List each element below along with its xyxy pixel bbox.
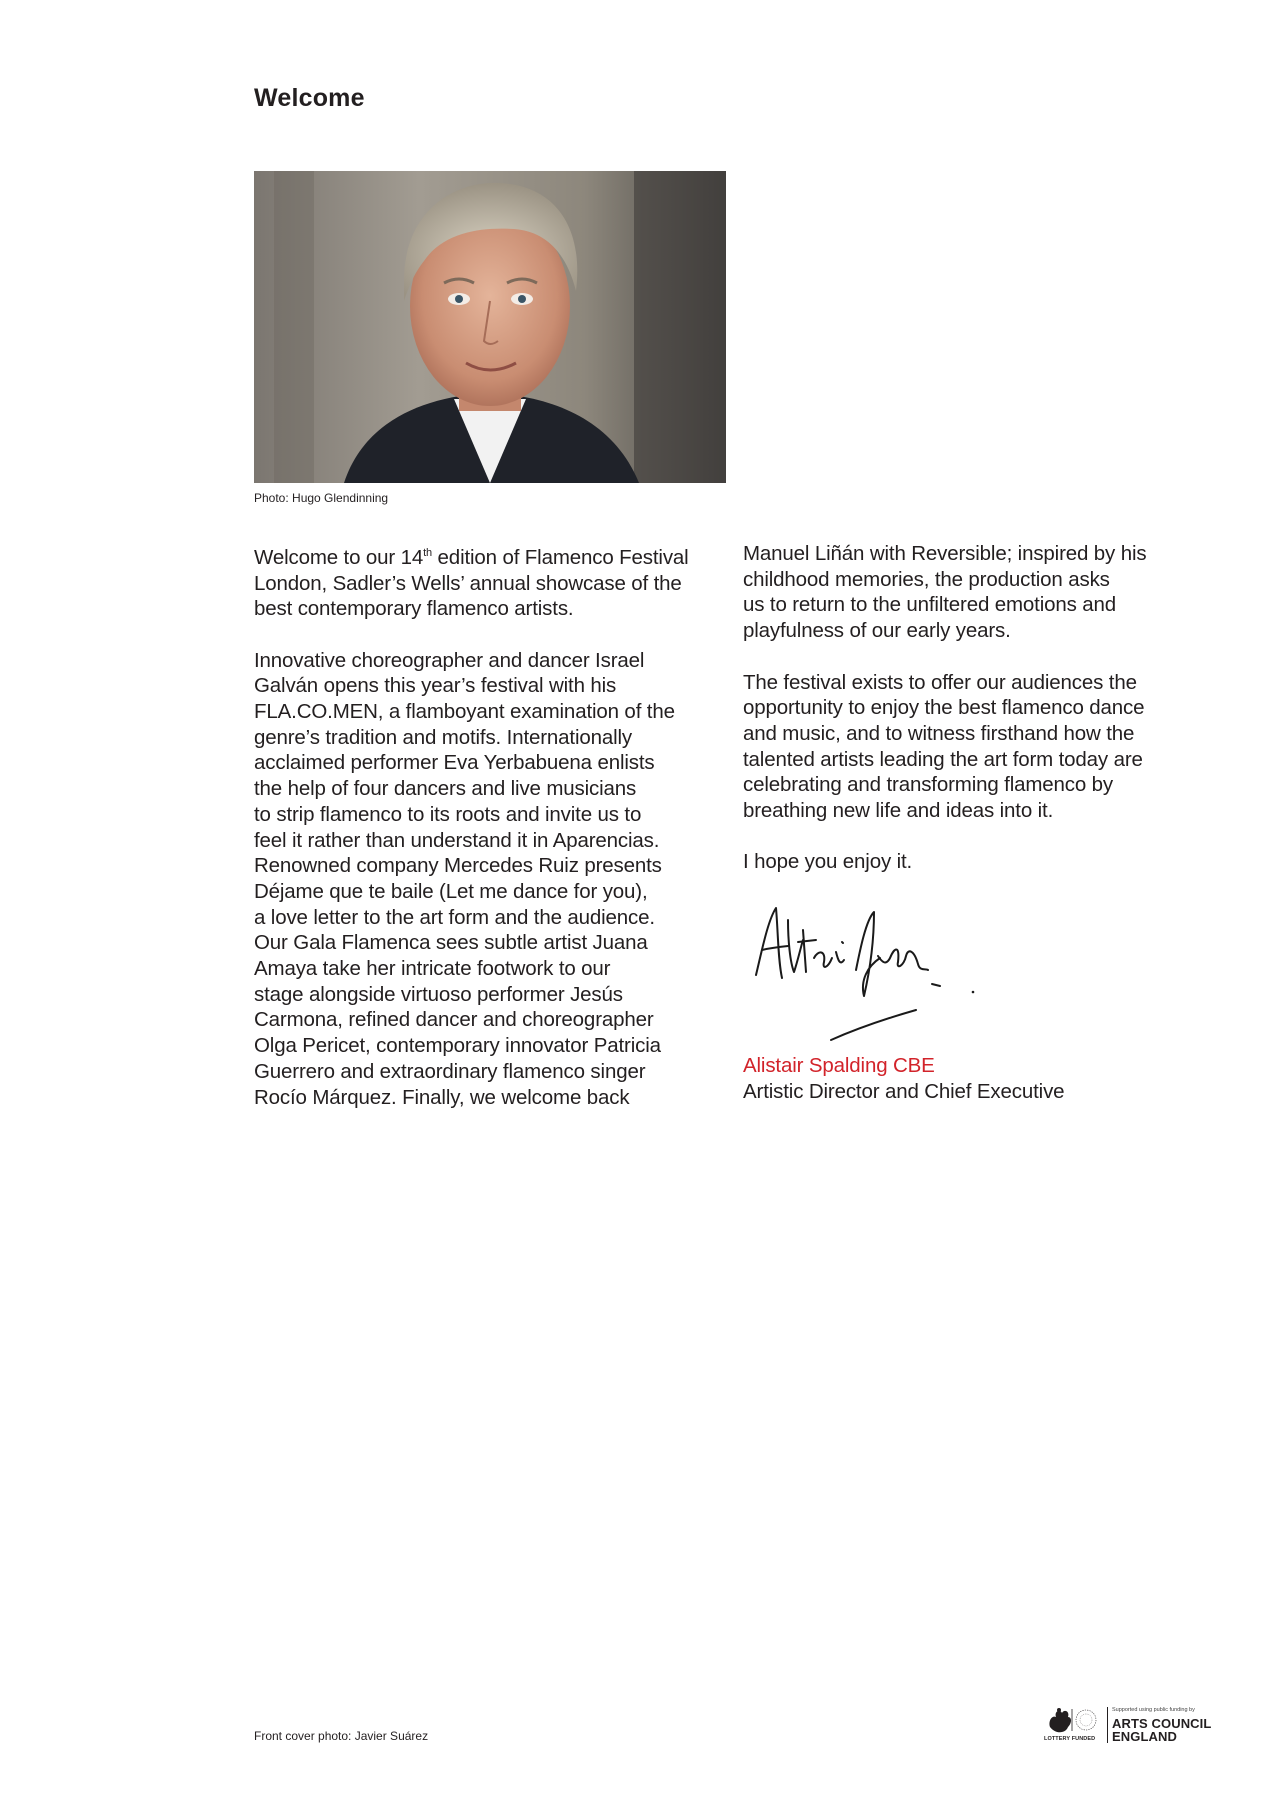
letter-text: Welcome to our 14: [254, 545, 424, 569]
arts-council-seal-icon: [1074, 1708, 1098, 1732]
photo-credit: Photo: Hugo Glendinning: [254, 491, 389, 505]
lottery-funded-label: LOTTERY FUNDED: [1044, 1736, 1096, 1742]
ordinal-suffix: th: [423, 547, 433, 559]
ace-name-line1: ARTS COUNCIL: [1112, 1716, 1212, 1731]
letter-paragraph: [254, 541, 724, 622]
letter-paragraph: Manuel Liñán with Reversible; inspired by his childhood memories, the production asks us to return to the unfiltered emotions and playfulness of our early years.: [743, 542, 1147, 643]
ace-supported-label: Supported using public funding by: [1112, 1707, 1195, 1713]
letter-paragraph: The festival exists to offer our audiences the opportunity to enjoy the best flamenco dance and music, and to witness firsthand how the talented artists leading the art form today are celebrating and transforming flamenco by breathing new life and ideas into it.: [743, 670, 1145, 823]
handwritten-signature: [748, 900, 978, 1045]
page-title: Welcome: [254, 84, 365, 112]
letter-right-column: [743, 541, 1213, 875]
logo-divider: [1107, 1707, 1108, 1743]
letter-left-column: [254, 541, 724, 1110]
funder-logos: [1044, 1705, 1214, 1745]
letter-paragraph: I hope you enjoy it.: [743, 850, 913, 874]
letter-text: edition of Flamenco Festival London, Sadler’s Wells’ annual showcase of the best contemporary flamenco artists.: [254, 545, 689, 621]
signatory-name: Alistair Spalding CBE: [743, 1054, 935, 1077]
ace-name-line2: ENGLAND: [1112, 1729, 1177, 1744]
letter-paragraph: Innovative choreographer and dancer Israel Galván opens this year’s festival with his FLA.CO.MEN, a flamboyant examination of the genre’s tradition and motifs. Internationally acclaimed performer Eva Yerbabuena enlists the help of four dancers and live musicians to strip flamenco to its roots and invite us to feel it rather than understand it in Aparencias. Renowned company Mercedes Ruiz presents Déjame que te baile (Let me dance for you), a love letter to the art form and the audience. Our Gala Flamenca sees subtle artist Juana Amaya take her intricate footwork to our stage alongside virtuoso performer Jesús Carmona, refined dancer and choreographer Olga Pericet, contemporary innovator Patricia Guerrero and extraordinary flamenco singer Rocío Márquez. Finally, we welcome back: [254, 648, 675, 1109]
signatory-role: Artistic Director and Chief Executive: [743, 1080, 1065, 1103]
cover-photo-credit: Front cover photo: Javier Suárez: [254, 1729, 429, 1743]
portrait-photo: [254, 171, 726, 483]
